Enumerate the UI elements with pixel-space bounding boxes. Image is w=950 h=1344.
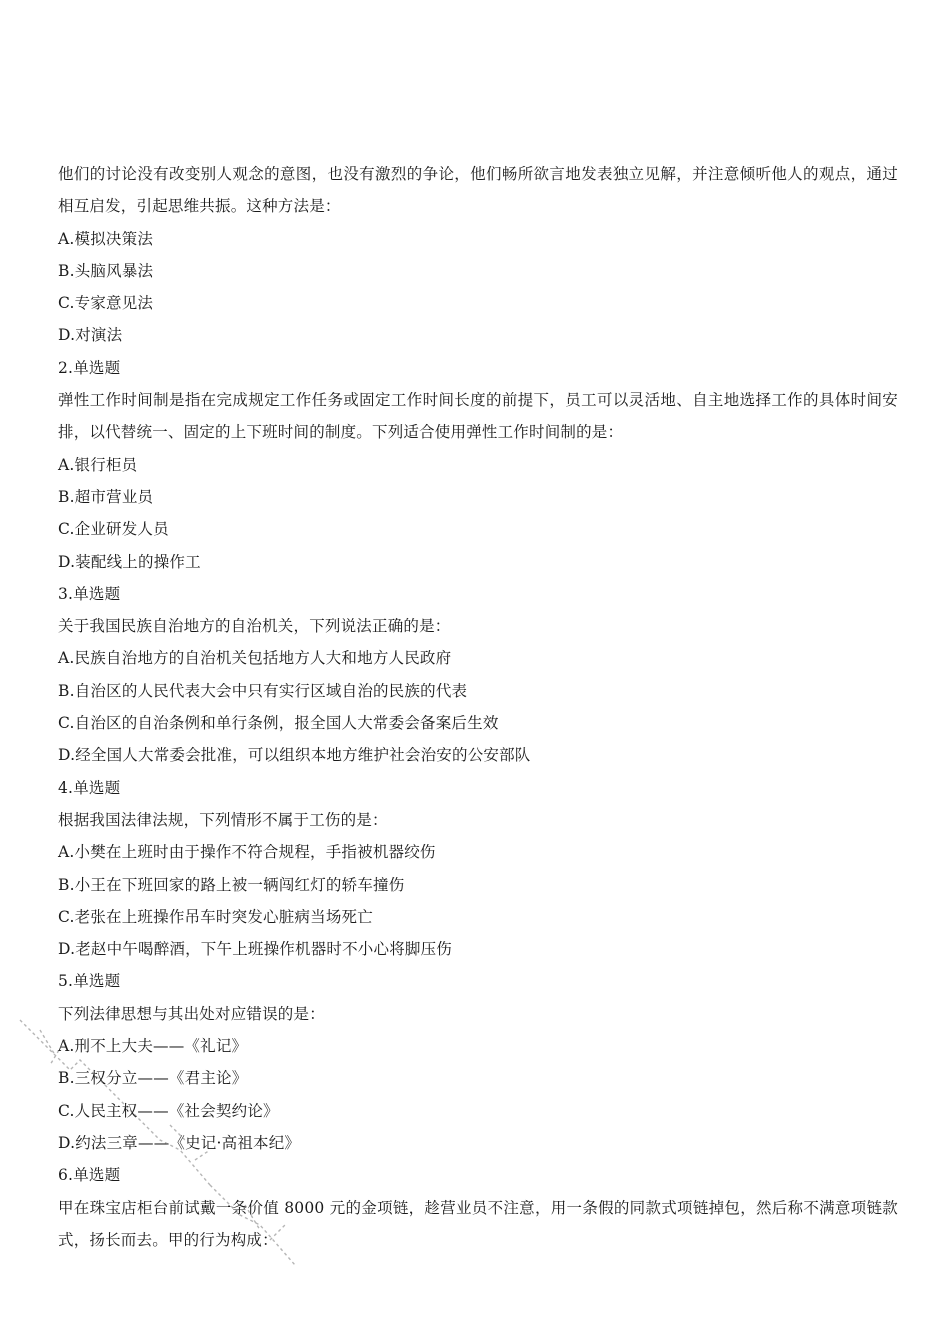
option-a: A.刑不上大夫——《礼记》	[58, 1037, 248, 1056]
option-b: B.小王在下班回家的路上被一辆闯红灯的轿车撞伤	[58, 875, 405, 894]
option-b: B.超市营业员	[58, 487, 154, 506]
option-d: D.约法三章——《史记·高祖本纪》	[58, 1133, 301, 1152]
question-stem: 下列法律思想与其出处对应错误的是：	[58, 1004, 325, 1023]
option-d: D.老赵中午喝醉酒，下午上班操作机器时不小心将脚压伤	[58, 940, 453, 959]
option-d: D.装配线上的操作工	[58, 552, 201, 571]
option-c: C.老张在上班操作吊车时突发心脏病当场死亡	[58, 907, 373, 926]
question-header: 3.单选题	[58, 584, 121, 603]
question-stem: 他们的讨论没有改变别人观念的意图，也没有激烈的争论，他们畅所欲言地发表独立见解，并注意倾听他人的观点，通过相互启发，引起思维共振。这种方法是：	[58, 165, 898, 216]
question-4	[58, 772, 898, 966]
option-c: C.自治区的自治条例和单行条例，报全国人大常委会备案后生效	[58, 714, 499, 733]
question-stem: 弹性工作时间制是指在完成规定工作任务或固定工作时间长度的前提下，员工可以灵活地、自主地选择工作的具体时间安排，以代替统一、固定的上下班时间的制度。下列适合使用弹性工作时间制的是：	[58, 391, 898, 442]
option-a: A.民族自治地方的自治机关包括地方人大和地方人民政府	[58, 649, 452, 668]
question-header: 6.单选题	[58, 1166, 121, 1185]
question-2	[58, 352, 898, 578]
option-d: D.对演法	[58, 326, 123, 345]
question-6	[58, 1159, 898, 1256]
option-c: C.企业研发人员	[58, 520, 169, 539]
question-header: 4.单选题	[58, 778, 121, 797]
question-1	[58, 158, 898, 352]
option-c: C.专家意见法	[58, 294, 154, 313]
question-list	[58, 158, 898, 1256]
option-a: A.银行柜员	[58, 455, 138, 474]
option-d: D.经全国人大常委会批准，可以组织本地方维护社会治安的公安部队	[58, 746, 531, 765]
question-5	[58, 965, 898, 1159]
question-stem: 关于我国民族自治地方的自治机关，下列说法正确的是：	[58, 617, 451, 636]
question-3	[58, 578, 898, 772]
question-header: 5.单选题	[58, 972, 121, 991]
option-a: A.模拟决策法	[58, 229, 154, 248]
option-a: A.小樊在上班时由于操作不符合规程，手指被机器绞伤	[58, 843, 436, 862]
question-header: 2.单选题	[58, 358, 121, 377]
option-b: B.三权分立——《君主论》	[58, 1069, 248, 1088]
question-stem: 根据我国法律法规，下列情形不属于工伤的是：	[58, 810, 388, 829]
option-b: B.自治区的人民代表大会中只有实行区域自治的民族的代表	[58, 681, 468, 700]
option-c: C.人民主权——《社会契约论》	[58, 1101, 279, 1120]
question-stem: 甲在珠宝店柜台前试戴一条价值 8000 元的金项链，趁营业员不注意，用一条假的同款式项链掉包，然后称不满意项链款式，扬长而去。甲的行为构成：	[58, 1198, 898, 1249]
option-b: B.头脑风暴法	[58, 261, 154, 280]
